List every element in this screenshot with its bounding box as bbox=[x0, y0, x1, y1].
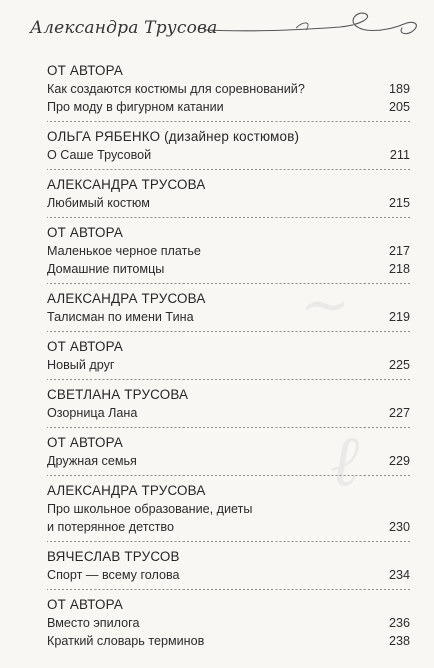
page-number: 236 bbox=[388, 616, 410, 630]
toc-entry[interactable] bbox=[47, 614, 410, 632]
dotted-divider bbox=[47, 589, 410, 590]
section-title: ОТ АВТОРА bbox=[47, 339, 124, 354]
entry-title: Новый друг bbox=[47, 358, 115, 372]
section-title: ОТ АВТОРА bbox=[47, 63, 124, 78]
toc-section bbox=[47, 434, 410, 476]
page-number: 211 bbox=[389, 148, 410, 162]
entry-title: Про школьное образование, диеты bbox=[47, 502, 253, 516]
page-number: 189 bbox=[388, 82, 410, 96]
section-title: ОТ АВТОРА bbox=[47, 225, 124, 240]
dotted-divider bbox=[47, 283, 410, 284]
dotted-divider bbox=[47, 427, 410, 428]
toc-entry[interactable] bbox=[47, 308, 410, 326]
entry-title: Маленькое черное платье bbox=[47, 244, 201, 258]
toc-entry[interactable] bbox=[47, 242, 410, 260]
toc-entry[interactable] bbox=[47, 194, 410, 212]
page-number: 238 bbox=[388, 634, 410, 648]
toc-section bbox=[47, 386, 410, 428]
dotted-divider bbox=[47, 217, 410, 218]
toc-section bbox=[47, 62, 410, 122]
section-title: ОТ АВТОРА bbox=[47, 597, 124, 612]
bleed-through-decoration: ℓ bbox=[330, 420, 360, 502]
toc-entry[interactable] bbox=[47, 566, 410, 584]
section-title: АЛЕКСАНДРА ТРУСОВА bbox=[47, 177, 206, 192]
section-title: ОЛЬГА РЯБЕНКО (дизайнер костюмов) bbox=[47, 129, 300, 144]
bleed-through-decoration: ~ bbox=[300, 270, 351, 340]
toc-entry[interactable] bbox=[47, 632, 410, 650]
toc-entry[interactable] bbox=[47, 356, 410, 374]
toc-entry[interactable] bbox=[47, 260, 410, 278]
page-number: 225 bbox=[388, 358, 410, 372]
entry-title: Талисман по имени Тина bbox=[47, 310, 194, 324]
section-title: АЛЕКСАНДРА ТРУСОВА bbox=[47, 483, 206, 498]
toc-section bbox=[47, 176, 410, 218]
toc-section bbox=[47, 338, 410, 380]
section-title: АЛЕКСАНДРА ТРУСОВА bbox=[47, 291, 206, 306]
entry-title: и потерянное детство bbox=[47, 520, 174, 534]
toc-section bbox=[47, 482, 410, 542]
dotted-divider bbox=[47, 121, 410, 122]
page-number: 219 bbox=[388, 310, 410, 324]
entry-title: Краткий словарь терминов bbox=[47, 634, 205, 648]
dotted-divider bbox=[47, 169, 410, 170]
toc-entry[interactable] bbox=[47, 80, 410, 98]
dotted-divider bbox=[47, 541, 410, 542]
page-number: 227 bbox=[388, 406, 410, 420]
entry-title: Любимый костюм bbox=[47, 196, 150, 210]
toc-entry[interactable] bbox=[47, 518, 410, 536]
entry-title: Вместо эпилога bbox=[47, 616, 140, 630]
entry-title: Дружная семья bbox=[47, 454, 137, 468]
entry-title: Озорница Лана bbox=[47, 406, 138, 420]
dotted-divider bbox=[47, 475, 410, 476]
entry-title: Домашние питомцы bbox=[47, 262, 165, 276]
page-number: 217 bbox=[388, 244, 410, 258]
section-title: СВЕТЛАНА ТРУСОВА bbox=[47, 387, 189, 402]
page-number: 215 bbox=[388, 196, 410, 210]
page-number: 230 bbox=[388, 520, 410, 534]
toc-section bbox=[47, 596, 410, 650]
page-number: 234 bbox=[388, 568, 410, 582]
toc-entry[interactable] bbox=[47, 500, 410, 518]
toc-section bbox=[47, 548, 410, 590]
dotted-divider bbox=[47, 331, 410, 332]
page-header bbox=[0, 0, 434, 52]
toc-entry[interactable] bbox=[47, 98, 410, 116]
entry-title: Про моду в фигурном катании bbox=[47, 100, 224, 114]
entry-title: Как создаются костюмы для соревнований? bbox=[47, 82, 305, 96]
page-number: 218 bbox=[388, 262, 410, 276]
section-title: ОТ АВТОРА bbox=[47, 435, 124, 450]
section-title: ВЯЧЕСЛАВ ТРУСОВ bbox=[47, 549, 180, 564]
entry-title: О Саше Трусовой bbox=[47, 148, 152, 162]
toc-section bbox=[47, 224, 410, 284]
header-title: Александра Трусова bbox=[30, 18, 218, 38]
dotted-divider bbox=[47, 379, 410, 380]
toc-section bbox=[47, 128, 410, 170]
toc-entry[interactable] bbox=[47, 146, 410, 164]
table-of-contents bbox=[47, 62, 410, 650]
entry-title: Спорт — всему голова bbox=[47, 568, 180, 582]
page-number: 205 bbox=[388, 100, 410, 114]
toc-section bbox=[47, 290, 410, 332]
toc-entry[interactable] bbox=[47, 452, 410, 470]
page-number: 229 bbox=[388, 454, 410, 468]
toc-entry[interactable] bbox=[47, 404, 410, 422]
